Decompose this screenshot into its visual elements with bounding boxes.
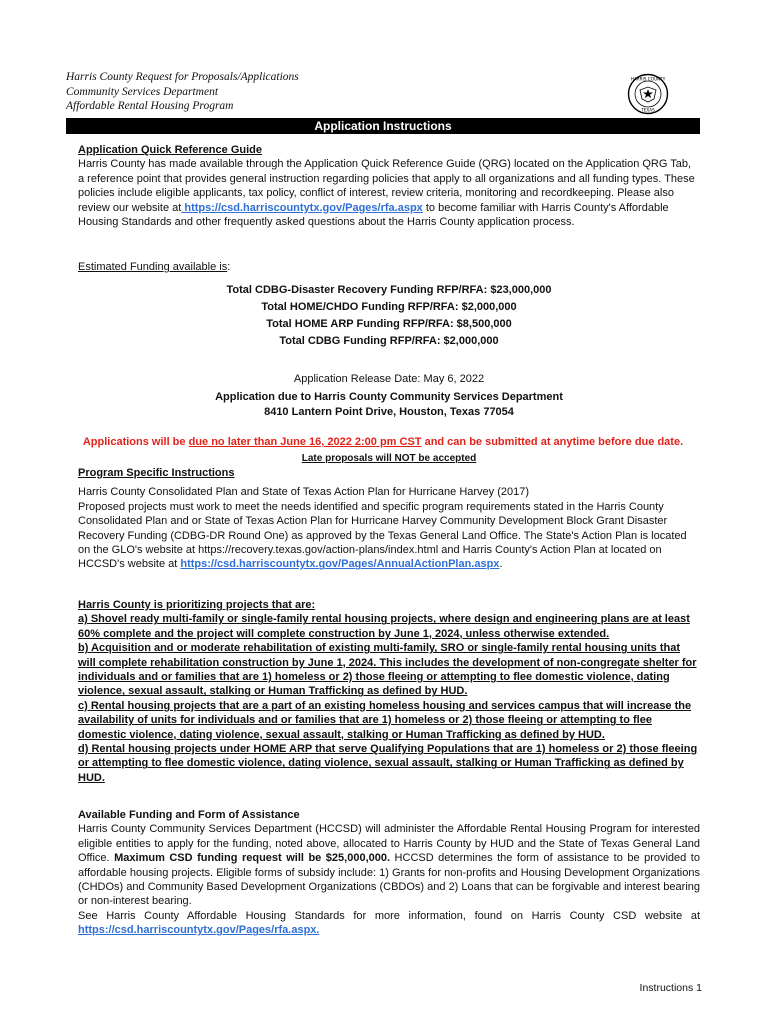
program-heading: Program Specific Instructions <box>78 467 235 479</box>
rfa-link[interactable]: https://csd.harriscountytx.gov/Pages/rfa.aspx <box>181 201 423 214</box>
action-plan-link[interactable]: https://csd.harriscountytx.gov/Pages/AnnualActionPlan.aspx <box>180 558 500 571</box>
rfa-link-2[interactable]: https://csd.harriscountytx.gov/Pages/rfa.aspx. <box>78 924 320 937</box>
program-line-1: Harris County Consolidated Plan and State of Texas Action Plan for Hurricane Harvey (2017) <box>78 486 530 499</box>
due-address <box>78 390 700 420</box>
funding-colon: : <box>227 261 231 273</box>
deadline-date: due no later than June 16, 2022 2:00 pm CST <box>188 436 422 448</box>
funding-label-text: Estimated Funding available is <box>78 261 228 273</box>
priority-item: c) Rental housing projects that are a part of an existing homeless housing and services campus that will increase the availability of units for individuals and or families that are 1) homeless or 2) those fleeing or attempting to flee domestic violence, dating violence, sexual assault, stalking or Human Trafficking as defined by HUD. <box>78 699 692 741</box>
program-body-end: . <box>499 558 503 571</box>
funding-item: Total CDBG Funding RFP/RFA: $2,000,000 <box>279 335 499 347</box>
assistance-heading: Available Funding and Form of Assistance <box>78 809 300 821</box>
assistance-see <box>78 909 700 938</box>
funding-list <box>78 282 700 350</box>
funding-item: Total HOME ARP Funding RFP/RFA: $8,500,000 <box>266 318 512 330</box>
document-header <box>66 70 299 114</box>
deadline-post: and can be submitted at anytime before due date. <box>421 436 684 448</box>
header-line-3: Affordable Rental Housing Program <box>66 100 234 112</box>
header-line-1: Harris County Request for Proposals/Applications <box>66 71 299 83</box>
qrg-heading: Application Quick Reference Guide <box>78 144 262 156</box>
funding-item: Total CDBG-Disaster Recovery Funding RFP/RFA: $23,000,000 <box>226 284 552 296</box>
due-line-2: 8410 Lantern Point Drive, Houston, Texas 77054 <box>264 406 514 418</box>
qrg-body-text: Harris County has made available through the Application Quick Reference Guide (QRG) located on the Application QRG Tab, a reference point that provides general instruction regarding policies that apply to all organizations and all funding types. These policies include eligible applicants, tax policy, conflict of interest, review criteria, monitoring and recordkeeping. Please also review our website at <box>78 158 695 214</box>
priorities-section <box>78 598 700 785</box>
assistance-see-text: See Harris County Affordable Housing Standards for more information, found on Harris County CSD website at <box>78 909 700 922</box>
header-line-2: Community Services Department <box>66 85 219 98</box>
priority-item: d) Rental housing projects under HOME ARP that serve Qualifying Populations that are 1) homeless or 2) those fleeing or attempting to flee domestic violence, dating violence, sexual assault, stalking or Human Trafficking as defined by HUD. <box>78 743 698 784</box>
seal-top-text: HARRIS COUNTY <box>630 76 666 82</box>
assistance-body <box>78 822 700 908</box>
assistance-body-text: Harris County Community Services Department (HCCSD) will administer the Affordable Rental Housing Program for interested eligible entities to apply for the funding, noted above, allocated to Harris County by HUD and the State of Texas General Land Office. <box>78 823 700 865</box>
program-body-text: Proposed projects must work to meet the needs identified and specific program requirements stated in the Harris County Consolidated Plan and or State of Texas Action Plan for Hurricane Harvey Community Development Block Grant Disaster Recovery Funding (CDBG-DR Round One) as approved by the Texas General Land Office. The State's Action Plan is located on the GLO's website at https://recovery.texas.gov/action-plans/index.html and Harris County's Action Plan at located on HCCSD's website at <box>78 500 687 571</box>
priority-item: a) Shovel ready multi-family or single-family rental housing projects, where design and engineering plans are at least 60% complete and the project will complete construction by June 1, 2024, unless otherwise extended. <box>78 613 690 640</box>
qrg-body-text-2: to become familiar with Harris County's Affordable Housing Standards and other frequently asked questions about the Harris County application process. <box>78 201 669 229</box>
qrg-body <box>78 157 700 229</box>
assistance-section <box>78 808 700 938</box>
program-body <box>78 500 700 572</box>
deadline-notice <box>66 435 700 449</box>
assistance-body-text-2: HCCSD determines the form of assistance to be provided to affordable housing projects. Eligible forms of subsidy include: 1) Grants for non-profits and Housing Development Organizations (CHDOs) and Community Based Development Organizations (CBDOs) and 2) Loans that can be forgivable and interest bearing or non-interest bearing. <box>78 852 700 908</box>
due-line-1: Application due to Harris County Community Services Department <box>215 391 563 403</box>
deadline-pre: Applications will be <box>82 436 189 448</box>
program-section <box>78 466 700 572</box>
release-date: Application Release Date: May 6, 2022 <box>293 373 485 385</box>
priority-item: b) Acquisition and or moderate rehabilitation of existing multi-family, SRO or single-family rental housing units that will complete rehabilitation construction by June 1, 2024. This includes the development of non-congregate shelter for individuals and or families that are 1) homeless or 2) those fleeing or attempting to flee domestic violence, dating violence, sexual assault, stalking or Human Trafficking as defined by HUD. <box>78 642 697 698</box>
funding-item: Total HOME/CHDO Funding RFP/RFA: $2,000,000 <box>261 301 517 313</box>
late-notice: Late proposals will NOT be accepted <box>301 453 477 464</box>
seal-bottom-text: TEXAS <box>641 107 655 113</box>
page-footer: Instructions 1 <box>639 982 702 994</box>
funding-label <box>78 260 700 274</box>
harris-county-seal-icon <box>627 73 669 115</box>
qrg-section <box>78 143 700 229</box>
max-request-text: Maximum CSD funding request will be $25,000,000. <box>114 852 391 865</box>
priorities-heading: Harris County is prioritizing projects that are: <box>78 599 316 611</box>
instructions-banner: Application Instructions <box>66 118 700 134</box>
